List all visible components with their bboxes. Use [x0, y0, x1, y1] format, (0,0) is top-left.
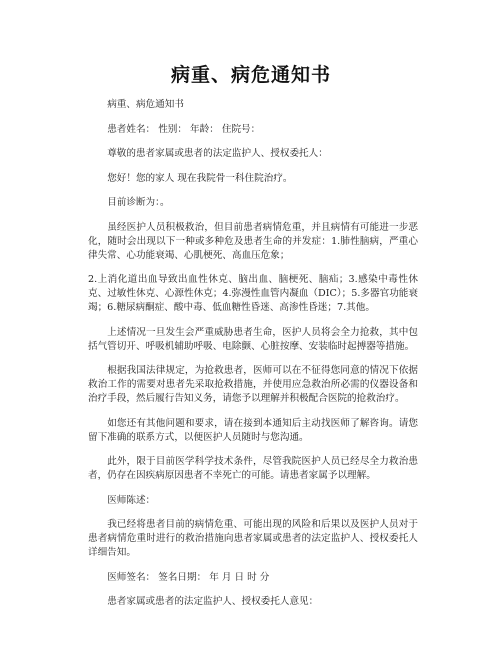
physician-signature-line: 医师签名： 签名日期： 年 月 日 时 分: [107, 571, 270, 583]
greeting-line: 您好！您的家人 现在我院骨一科住院治疗。: [107, 172, 293, 184]
subtitle-line: 病重、病危通知书: [107, 99, 184, 110]
legal-basis-paragraph: 根据我国法律规定，为抢救患者，医师可以在不征得您同意的情况下依据救治工作的需要对患者先采取抢救措施，并使用应急救治所必需的仪器设备和治疗手段，然后履行告知义务，请您予以理解并积极配合医院的抢救治疗。: [88, 365, 418, 404]
physician-statement-paragraph: 我已经将患者目前的病情危重、可能出现的风险和后果以及医护人员对于患者病情危重时进行的救治措施向患者家属或患者的法定监护人、授权委托人详细告知。: [88, 519, 418, 558]
risk-paragraph: 此外，限于目前医学科学技术条件，尽管我院医护人员已经尽全力救治患者，仍存在因疾病原因患者不幸死亡的可能。请患者家属予以理解。: [88, 456, 418, 481]
family-opinion-line: 患者家属或患者的法定监护人、授权委托人意见：: [107, 596, 319, 607]
patient-info-line: 患者姓名： 性别： 年龄： 住院号：: [107, 123, 261, 135]
complications-paragraph: 虽经医护人员积极救治，但目前患者病情危重，并且病情有可能进一步恶化，随时会出现以下一种或多种危及患者生命的并发症：1.肺性脑病，严重心律失常、心功能衰竭、心肌梗死、高血压危象；: [88, 221, 418, 261]
salutation-line: 尊敬的患者家属或患者的法定监护人、授权委托人：: [107, 148, 328, 159]
complications-continued-paragraph: 2.上消化道出血导致出血性休克、脑出血、脑梗死、脑疝；3.感染中毒性休克、过敏性休克、心源性休克；4.弥漫性血管内凝血（DIC）；5.多器官功能衰竭；6.糖尿病酮症、酸中毒、低血糖性昏迷、高渗性昏迷；7.其他。: [88, 274, 418, 313]
document-body: [88, 98, 418, 620]
rescue-measures-paragraph: 上述情况一旦发生会严重威胁患者生命，医护人员将会全力抢救，其中包括气管切开、呼吸机辅助呼吸、电除颤、心脏按摩、安装临时起搏器等措施。: [88, 326, 418, 352]
document-title: 病重、病危通知书: [170, 64, 331, 86]
contact-paragraph: 如您还有其他问题和要求，请在接到本通知后主动找医师了解咨询。请您留下准确的联系方式，以便医护人员随时与您沟通。: [88, 417, 418, 443]
diagnosis-line: 目前诊断为：。: [107, 197, 170, 208]
physician-statement-heading: 医师陈述：: [107, 494, 156, 506]
